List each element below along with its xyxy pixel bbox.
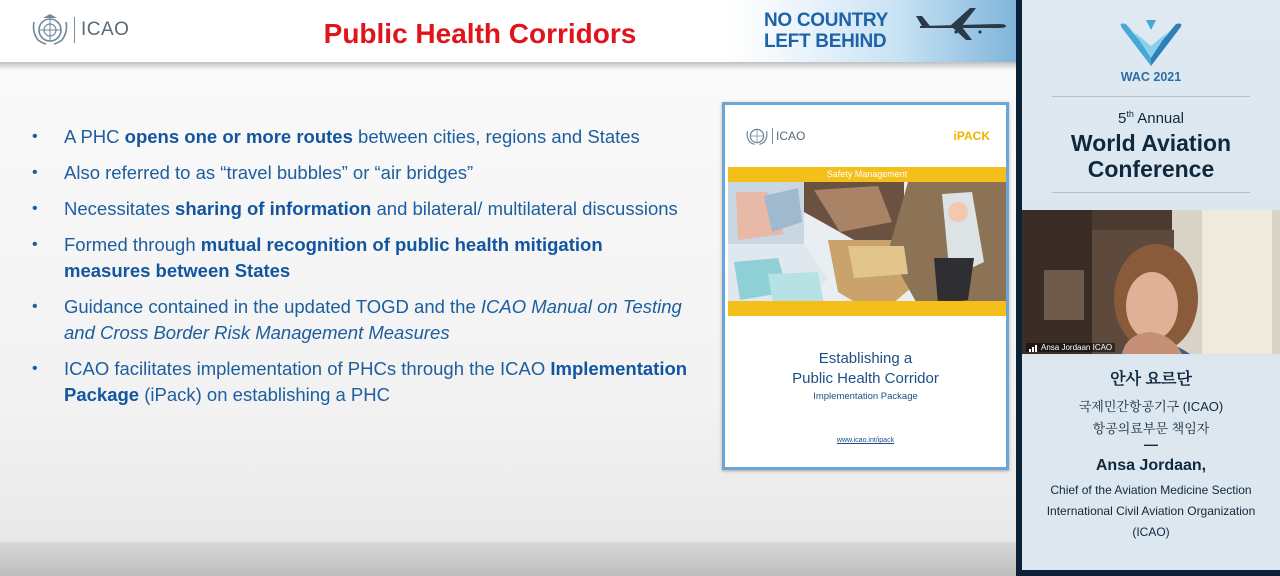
banner-line-2: LEFT BEHIND	[764, 31, 887, 52]
panel-rule-bottom	[1052, 192, 1250, 193]
bullet-text	[64, 232, 692, 284]
banner-text	[764, 10, 888, 52]
conference-title-line-2: Conference	[1087, 156, 1215, 182]
booklet-title	[725, 349, 1006, 389]
conference-title	[1022, 130, 1280, 182]
edition-number: 5	[1118, 110, 1127, 127]
speaker-role-korean: 항공의료부문 책임자	[1092, 421, 1210, 436]
webcam-frame-image	[1022, 210, 1280, 354]
panel-bottom-bar	[1022, 570, 1280, 576]
slide-bottom-strip	[0, 542, 1016, 576]
bullet-bold-segment: opens one or more routes	[124, 126, 353, 147]
booklet-subtitle: Implementation Package	[813, 391, 918, 402]
speaker-name-korean: 안사 요르단	[1110, 371, 1192, 388]
booklet-url: www.icao.int/ipack	[836, 437, 895, 444]
bullet-segment: and bilateral/ multilateral discussions	[371, 198, 678, 219]
bullet-segment: between cities, regions and States	[352, 126, 640, 147]
header-shadow	[0, 62, 1016, 70]
conference-edition	[1022, 109, 1280, 127]
bullet-glyph: •	[32, 200, 38, 217]
signal-bars-icon	[1029, 344, 1039, 352]
slide-title: Public Health Corridors	[323, 18, 637, 49]
bullet-segment: Formed through	[64, 234, 201, 255]
un-icao-emblem-icon	[30, 12, 70, 48]
no-country-left-behind-banner	[730, 0, 1016, 62]
bullet-segment: Also referred to as “travel bubbles” or “air bridges”	[64, 162, 474, 183]
un-icao-emblem-icon	[745, 125, 769, 147]
edition-annual: Annual	[1133, 110, 1184, 127]
bullet-item	[32, 294, 692, 346]
bullet-text	[64, 124, 692, 150]
icao-logo	[30, 12, 129, 48]
banner-line-1: NO COUNTRY	[764, 10, 889, 31]
speaker-separator: —	[1144, 436, 1158, 452]
speaker-title-line-3: (ICAO)	[1132, 525, 1170, 539]
bullet-italic-segment: ICAO Manual on Testing and Cross Border Risk Management Measures	[64, 296, 682, 343]
conference-side-panel	[1022, 0, 1280, 576]
speaker-org-korean: 국제민간항공기구 (ICAO)	[1078, 399, 1224, 414]
bullet-item	[32, 196, 692, 222]
bullet-list	[32, 124, 692, 418]
bullet-item	[32, 160, 692, 186]
ipack-label: iPACK	[953, 129, 990, 143]
booklet-icao-text: ICAO	[776, 129, 806, 143]
icao-logo-text: ICAO	[81, 19, 130, 40]
wac-year: WAC 2021	[1120, 70, 1182, 84]
bullet-glyph: •	[32, 236, 38, 253]
booklet-photo-collage	[728, 182, 1006, 316]
booklet-logo-divider	[772, 128, 773, 144]
webcam-name-text: Ansa Jordaan ICAO	[1041, 343, 1113, 352]
wac-wings-logo-icon	[1116, 18, 1186, 68]
panel-rule-top	[1052, 96, 1250, 97]
speaker-webcam-video	[1022, 210, 1280, 354]
bullet-text	[64, 356, 692, 408]
bullet-item	[32, 356, 692, 408]
booklet-title-line-2: Public Health Corridor	[792, 370, 939, 387]
edition-suffix: th	[1126, 109, 1134, 119]
bullet-segment: Guidance contained in the updated TOGD and the	[64, 296, 481, 317]
speaker-title-line-1: Chief of the Aviation Medicine Section	[1050, 483, 1252, 497]
booklet-yellow-band-lower	[728, 301, 1006, 316]
safety-management-band: Safety Management	[728, 167, 1006, 182]
bullet-item	[32, 232, 692, 284]
bullet-item	[32, 124, 692, 150]
bullet-segment: (iPack) on establishing a PHC	[139, 384, 390, 405]
airplane-icon	[900, 2, 1010, 42]
bullet-segment: A PHC	[64, 126, 125, 147]
logo-divider	[74, 17, 75, 43]
speaker-name-english: Ansa Jordaan,	[1095, 457, 1207, 474]
speaker-title-line-2: International Civil Aviation Organization	[1046, 504, 1256, 518]
bullet-segment: Necessitates	[64, 198, 176, 219]
ipack-booklet-cover	[722, 102, 1009, 470]
conference-title-line-1: World Aviation	[1070, 130, 1232, 156]
booklet-title-line-1: Establishing a	[818, 350, 913, 367]
bullet-text	[64, 196, 692, 222]
bullet-bold-segment: mutual recognition of public health mitigation measures between States	[64, 234, 603, 281]
bullet-text	[64, 294, 692, 346]
bullet-segment: ICAO facilitates implementation of PHCs through the ICAO	[64, 358, 551, 379]
bullet-glyph: •	[32, 298, 38, 315]
bullet-glyph: •	[32, 164, 38, 181]
bullet-glyph: •	[32, 360, 38, 377]
booklet-icao-logo	[745, 125, 805, 147]
bullet-bold-segment: Implementation Package	[64, 358, 688, 405]
webcam-name-label	[1026, 343, 1115, 352]
bullet-bold-segment: sharing of information	[175, 198, 372, 219]
bullet-text	[64, 160, 692, 186]
bullet-glyph: •	[32, 128, 38, 145]
speaker-info	[1022, 356, 1280, 576]
